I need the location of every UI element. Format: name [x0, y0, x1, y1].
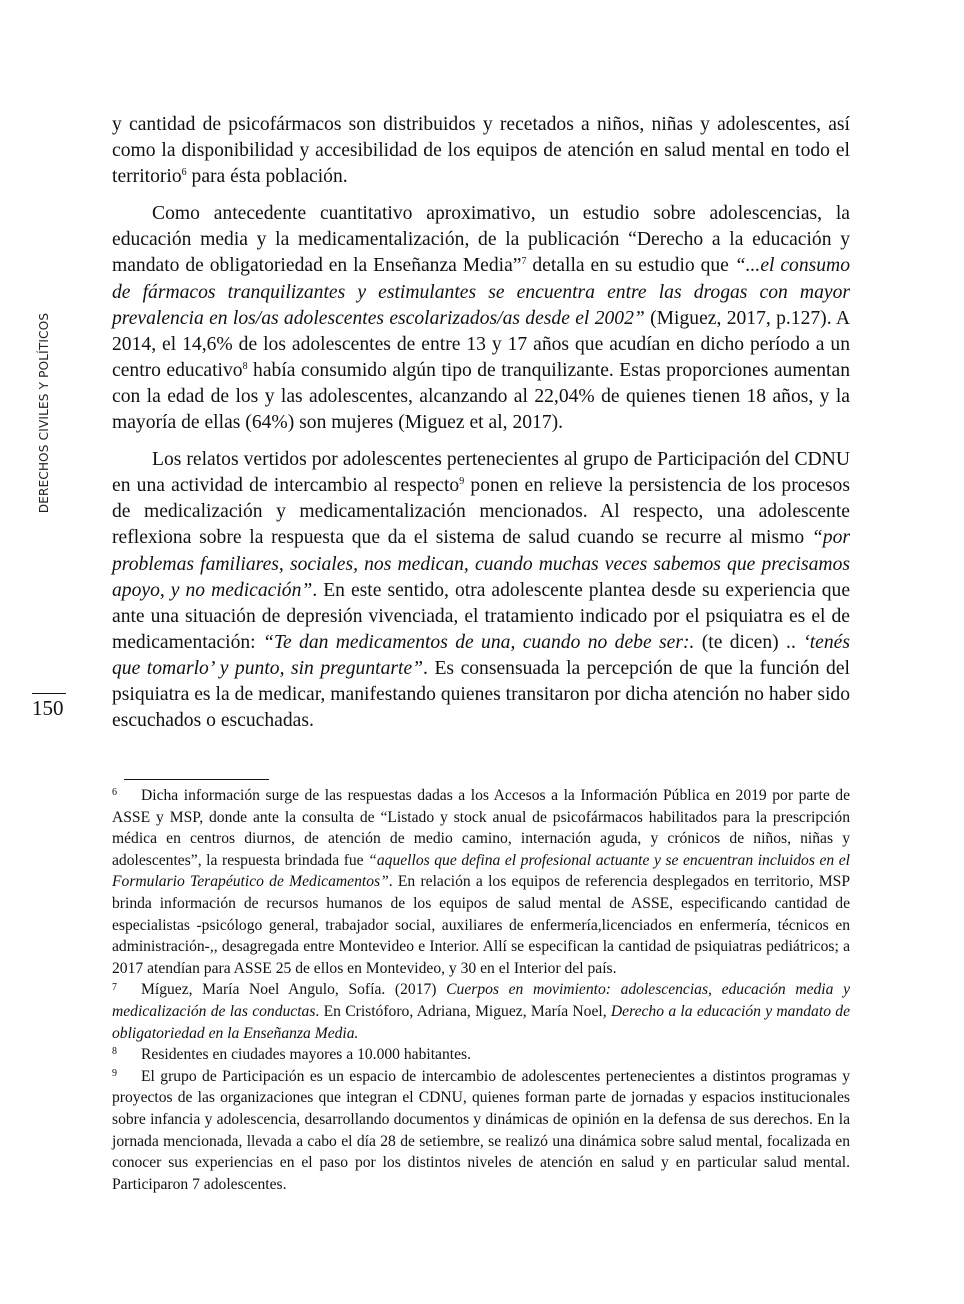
text-run: . En Cristóforo, Adriana, Miguez, María Noel, — [315, 1002, 611, 1020]
footnote-ref-8[interactable]: 8 — [242, 360, 248, 372]
footnote-ref-9[interactable]: 9 — [459, 476, 465, 488]
text-run: . En relación a los equipos de referencia desplegados en territorio, MSP brinda información de recursos humanos de los equipos de salud mental de ASSE, especificando cantidad de especialistas -psicólogo general, trabajador social, auxiliares de enfermería,licenciados en enfermería, técnicos en administración-,, desagregada entre Montevideo e Interior. Allí se especifican la cantidad de psiquiatras pediátricos; a 2017 atendían para ASSE 25 de ellos en Montevideo, y 30 en el Interior del país. — [112, 873, 850, 977]
text-run: Los relatos vertidos por adolescentes pertenecientes al grupo de Participación del CDNU en una actividad de intercambio al respecto — [112, 449, 850, 497]
quote-text: “aquellos que defina el profesional actuante y se encuentran incluidos en el Formulario Terapéutico de Medicamentos” — [112, 851, 850, 891]
paragraph-1 — [112, 112, 850, 190]
text-run: para ésta población. — [186, 166, 348, 188]
footnote-6: 6 Dicha información surge de las respuestas dadas a los Accesos a la Información Pública en 2019 por parte de ASSE y MSP, donde ante la consulta de “Listado y stock anual de psicofármacos habilitados para la prescripción médica en centros diurnos, de atención de medio camino, internación aguda, y crónicos de niños, niñas y adolescentes”, la respuesta brindada fue “aquellos que defina el profesional actuante y se encuentran incluidos en el Formulario Terapéutico de Medicamentos”. En relación a los equipos de referencia desplegados en territorio, MSP brinda información de recursos humanos de los equipos de salud mental de ASSE, especificando cantidad de especialistas -psicólogo general, trabajador social, auxiliares de enfermería,licenciados en enfermería, técnicos en administración-,, desagregada entre Montevideo e Interior. Allí se especifican la cantidad de psiquiatras pediátricos; a 2017 atendían para ASSE 25 de ellos en Montevideo, y 30 en el Interior del país. — [112, 787, 850, 977]
running-header-text: DERECHOS CIVILES Y POLÍTICOS — [37, 312, 52, 514]
quote-text: “Te dan medicamentos de una, cuando no debe ser:. — [262, 631, 695, 653]
quote-text: ‘tenés que tomarlo’ y punto, sin preguntarte” — [112, 631, 850, 679]
text-run: detalla en su estudio que — [526, 255, 735, 277]
text-run: Residentes en ciudades mayores a 10.000 habitantes. — [141, 1046, 471, 1064]
text-run: Míguez, María Noel Angulo, Sofía. (2017) — [141, 981, 447, 999]
text-run: . Es consensuada la percepción de que la función del psiquiatra es la de medicar, manifestando quienes transitaron por dicha atención no haber sido escuchados o escuchadas. — [112, 657, 850, 732]
text-run: . En este sentido, otra adolescente plantea desde su experiencia que ante una situación de depresión vivenciada, el tratamiento indicado por el psiquiatra es el de medicamentación: — [112, 579, 851, 653]
text-run: y cantidad de psicofármacos son distribuidos y recetados a niños, niñas y adolescentes, así como la disponibilidad y accesibilidad de los equipos de atención en salud mental en todo el territorio — [112, 114, 850, 188]
footnote-ref-6[interactable]: 6 — [181, 167, 187, 179]
footnote-9: 9 El grupo de Participación es un espacio de intercambio de adolescentes pertenecientes a distintos programas y proyectos de las organizaciones que integran el CDNU, quienes forman parte de jornadas y espacios institucionales sobre infancia y adolescencia, desarrollando documentos y dinámicas de opinión en la defensa de sus derechos. En la jornada mencionada, llevada a cabo el día 28 de setiembre, se realizó una dinámica sobre salud mental, focalizada en conocer sus experiencias en el paso por los distintos niveles de atención en salud y en particular salud mental. Participaron 7 adolescentes. — [112, 1067, 850, 1193]
footnotes — [112, 785, 850, 1195]
page-number-rule — [32, 693, 66, 694]
text-run: (Miguez, 2017, p.127). A 2014, el 14,6% de los adolescentes de entre 13 y 17 años que acudían en dicho período a un centro educativo — [112, 307, 850, 381]
page-number-block — [32, 693, 68, 721]
body-text — [112, 112, 850, 734]
text-run: El grupo de Participación es un espacio de intercambio de adolescentes pertenecientes a distintos programas y proyectos de las organizaciones que integran el CDNU, quienes forman parte de jornadas y espacios institucionales sobre infancia y adolescencia, desarrollando documentos y dinámicas de opinión en la defensa de sus derechos. En la jornada mencionada, llevada a cabo el día 28 de setiembre, se realizó una dinámica sobre salud mental, focalizada en conocer sus experiencias en el paso por los distintos niveles de atención en salud y en particular salud mental. Participaron 7 adolescentes. — [112, 1067, 850, 1193]
footnote-8: 8 Residentes en ciudades mayores a 10.000 habitantes. — [112, 1046, 471, 1064]
footnote-separator — [124, 779, 269, 780]
text-run: Como antecedente cuantitativo aproximativo, un estudio sobre adolescencias, la educación media y la medicamentalización, de la publicación “Derecho a la educación y mandato de obligatoriedad en la Enseñanza Media” — [112, 203, 850, 277]
running-header — [28, 310, 60, 516]
text-run: había consumido algún tipo de tranquilizante. Estas proporciones aumentan con la edad de los y las adolescentes, alcanzando al 22,04% de quienes tienen 18 años, y la mayoría de ellas (64%) son mujeres (Miguez et al, 2017). — [112, 359, 850, 434]
text-run: (te dicen) .. — [694, 631, 804, 653]
text-run: Dicha información surge de las respuestas dadas a los Accesos a la Información Pública en 2019 por parte de ASSE y MSP, donde ante la consulta de “Listado y stock anual de psicofármacos habilitados para la prescripción médica en centros diurnos, de atención de medio camino, internación aguda, y crónicos de niños, niñas y adolescentes”, la respuesta brindada fue — [112, 787, 850, 869]
page-number: 150 — [32, 696, 64, 720]
book-title: Derecho a la educación y mandato de obligatoriedad en la Enseñanza Media. — [112, 1002, 850, 1042]
quote-text: “...el consumo de fármacos tranquilizantes y estimulantes se encuentra entre las drogas con mayor prevalencia en los/as adolescentes escolarizados/as desde el 2002” — [112, 255, 850, 329]
paragraph-2 — [112, 201, 850, 436]
footnote-7: 7 Míguez, María Noel Angulo, Sofía. (2017) Cuerpos en movimiento: adolescencias, educación media y medicalización de las conductas. En Cristóforo, Adriana, Miguez, María Noel, Derecho a la educación y mandato de obligatoriedad en la Enseñanza Media. — [112, 981, 850, 1042]
footnote-ref-7[interactable]: 7 — [521, 256, 527, 268]
text-run: ponen en relieve la persistencia de los procesos de medicalización y medicamentalización mencionados. Al respecto, una adolescente reflexiona sobre la respuesta que da el sistema de salud cuando se recurre al mismo — [112, 475, 850, 549]
quote-text: “por problemas familiares, sociales, nos medican, cuando muchas veces sabemos que precisamos apoyo, y no medicación” — [112, 527, 850, 601]
book-title: Cuerpos en movimiento: adolescencias, educación media y medicalización de las conductas — [112, 981, 850, 1020]
paragraph-3 — [112, 447, 850, 734]
